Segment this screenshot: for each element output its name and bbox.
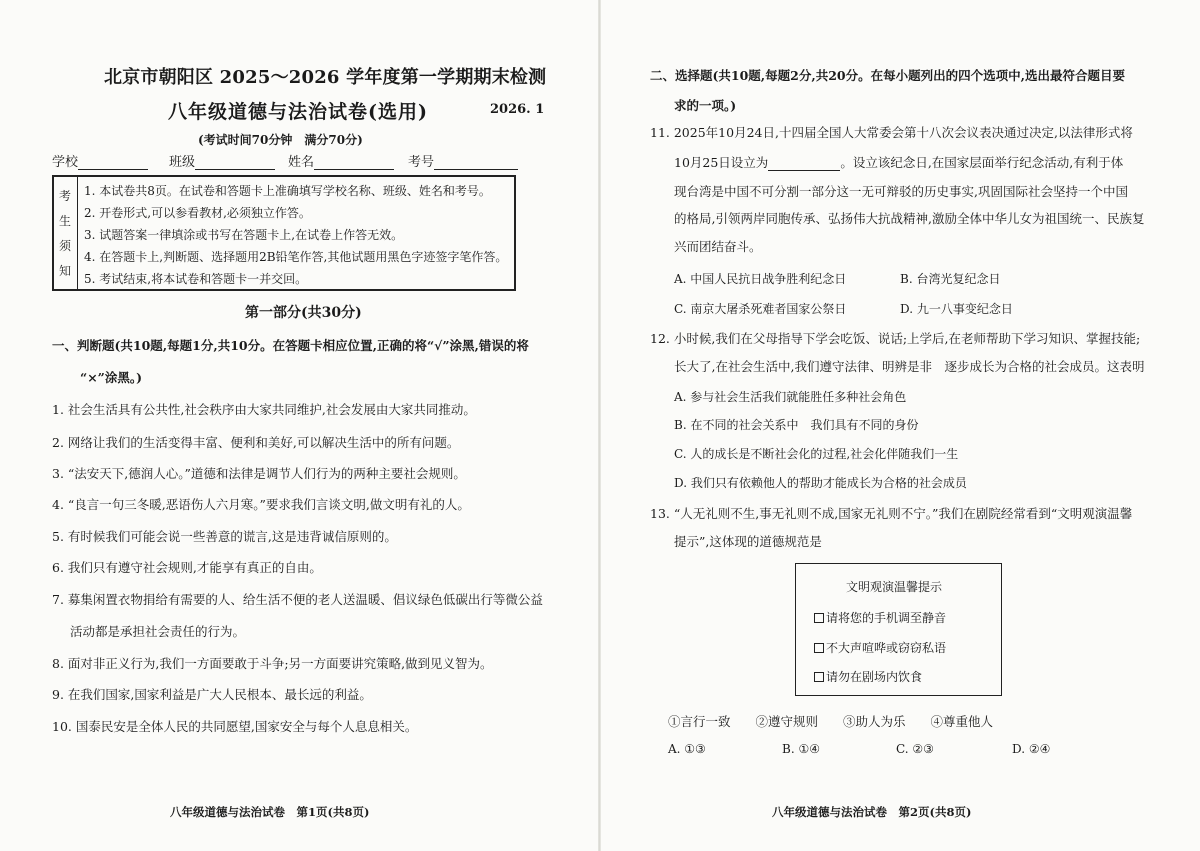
exam-number-field[interactable] (408, 151, 518, 170)
exam-subject-title: 八年级道德与法治试卷(选用) (168, 101, 428, 123)
name-field[interactable] (288, 151, 394, 170)
q12-option-d[interactable]: D. 我们只有依赖他人的帮助才能成长为合格的社会成员 (674, 476, 967, 490)
exam-title: 北京市朝阳区 2025～2026 学年度第一学期期末检测 (104, 67, 547, 88)
name-label: 姓名 (288, 155, 315, 170)
question-11-line4: 的格局,引领两岸同胞传承、弘扬伟大抗战精神,激励全体中华儿女为祖国统一、民族复 (674, 211, 1145, 226)
judgment-question-2: 2. 网络让我们的生活变得丰富、便利和美好,可以解决生活中的所有问题。 (52, 435, 460, 450)
exam-duration: (考试时间70分钟 满分70分) (198, 133, 363, 147)
checkbox-icon (814, 613, 824, 623)
q13-choice-list: ①言行一致 ②遵守规则 ③助人为乐 ④尊重他人 (668, 714, 994, 729)
section-one-heading-cont: “×”涂黑。) (80, 370, 143, 385)
page-footer: 八年级道德与法治试卷 第2页(共8页) (772, 805, 972, 819)
answer-blank (768, 157, 840, 171)
notice-item: 5. 考试结束,将本试卷和答题卡一并交回。 (84, 272, 308, 286)
tip-item: 请将您的手机调至静音 (814, 609, 946, 626)
question-11-line3: 现台湾是中国不可分割一部分这一无可辩驳的历史事实,巩固国际社会坚持一个中国 (674, 184, 1128, 199)
judgment-question-7: 7. 募集闲置衣物捐给有需要的人、给生活不便的老人送温暖、倡议绿色低碳出行等微公益 (52, 592, 543, 607)
question-11-line5: 兴而团结奋斗。 (674, 239, 762, 254)
q13-option-b[interactable]: B. ①④ (782, 742, 820, 756)
q11-option-d[interactable]: D. 九一八事变纪念日 (900, 302, 1013, 316)
checkbox-icon (814, 643, 824, 653)
q13-option-d[interactable]: D. ②④ (1012, 742, 1051, 756)
class-field[interactable] (169, 151, 275, 170)
student-info-row (52, 151, 524, 171)
judgment-question-5: 5. 有时候我们可能会说一些善意的谎言,这是违背诚信原则的。 (52, 529, 397, 544)
q12-option-a[interactable]: A. 参与社会生活我们就能胜任多种社会角色 (674, 390, 907, 404)
judgment-question-1: 1. 社会生活具有公共性,社会秩序由大家共同维护,社会发展由大家共同推动。 (52, 402, 476, 417)
judgment-question-4: 4. “良言一句三冬暖,恶语伤人六月寒。”要求我们言谈文明,做文明有礼的人。 (52, 497, 470, 512)
exam-date: 2026. 1 (490, 102, 545, 117)
tip-box-title: 文明观演温馨提示 (846, 580, 943, 594)
q11-option-b[interactable]: B. 台湾光复纪念日 (900, 272, 1001, 286)
judgment-question-7-cont: 活动都是承担社会责任的行为。 (70, 624, 246, 639)
question-12-line2: 长大了,在社会生活中,我们遵守法律、明辨是非 逐步成长为合格的社会成员。这表明 (674, 359, 1145, 374)
notice-item: 4. 在答题卡上,判断题、选择题用2B铅笔作答,其他试题用黑色字迹签字笔作答。 (84, 250, 508, 264)
q11-option-a[interactable]: A. 中国人民抗日战争胜利纪念日 (674, 272, 847, 286)
q11-option-c[interactable]: C. 南京大屠杀死难者国家公祭日 (674, 302, 847, 316)
notice-item: 1. 本试卷共8页。在试卷和答题卡上准确填写学校名称、班级、姓名和考号。 (84, 184, 491, 198)
q12-option-b[interactable]: B. 在不同的社会关系中 我们具有不同的身份 (674, 418, 919, 432)
page-footer: 八年级道德与法治试卷 第1页(共8页) (170, 805, 370, 819)
judgment-question-3: 3. “法安天下,德润人心。”道德和法律是调节人们行为的两种主要社会规则。 (52, 466, 466, 481)
judgment-question-10: 10. 国泰民安是全体人民的共同愿望,国家安全与每个人息息相关。 (52, 719, 418, 734)
notice-item: 3. 试题答案一律填涂或书写在答题卡上,在试卷上作答无效。 (84, 228, 404, 242)
question-11-line2: 10月25日设立为 。设立该纪念日,在国家层面举行纪念活动,有利于体 (674, 155, 1124, 170)
tip-item: 不大声喧哗或窃窃私语 (814, 639, 946, 656)
section-one-heading: 一、判断题(共10题,每题1分,共10分。在答题卡相应位置,正确的将“√”涂黑,错误的将 (52, 338, 529, 353)
tip-item: 请勿在剧场内饮食 (814, 668, 922, 685)
candidate-notice-box (52, 175, 516, 291)
q12-option-c[interactable]: C. 人的成长是不断社会化的过程,社会化伴随我们一生 (674, 447, 959, 461)
notice-item: 2. 开卷形式,可以参看教材,必须独立作答。 (84, 206, 311, 220)
theater-etiquette-tip-box (795, 563, 1002, 696)
question-13: 13. “人无礼则不生,事无礼则不成,国家无礼则不宁。”我们在剧院经常看到“文明观演温馨 (650, 506, 1133, 521)
section-two-heading-cont: 求的一项。) (674, 98, 737, 113)
checkbox-icon (814, 672, 824, 682)
q13-option-a[interactable]: A. ①③ (668, 742, 706, 756)
school-label: 学校 (52, 155, 79, 170)
question-11: 11. 2025年10月24日,十四届全国人大常委会第十八次会议表决通过决定,以法律形式将 (650, 125, 1133, 140)
section-two-heading: 二、选择题(共10题,每题2分,共20分。在每小题列出的四个选项中,选出最符合题目要 (650, 68, 1125, 83)
question-13-line2: 提示”,这体现的道德规范是 (674, 534, 822, 549)
exam-number-label: 考号 (408, 155, 435, 170)
exam-page-2 (600, 0, 1200, 851)
part-one-title: 第一部分(共30分) (245, 305, 362, 321)
judgment-question-8: 8. 面对非正义行为,我们一方面要敢于斗争;另一方面要讲究策略,做到见义智为。 (52, 656, 493, 671)
judgment-question-6: 6. 我们只有遵守社会规则,才能享有真正的自由。 (52, 560, 322, 575)
notice-label: 考 生 须 知 (54, 177, 78, 289)
school-field[interactable] (52, 151, 148, 170)
q13-option-c[interactable]: C. ②③ (896, 742, 934, 756)
class-label: 班级 (169, 155, 196, 170)
question-12: 12. 小时候,我们在父母指导下学会吃饭、说话;上学后,在老师帮助下学习知识、掌握技能; (650, 331, 1141, 346)
judgment-question-9: 9. 在我们国家,国家利益是广大人民根本、最长远的利益。 (52, 687, 372, 702)
